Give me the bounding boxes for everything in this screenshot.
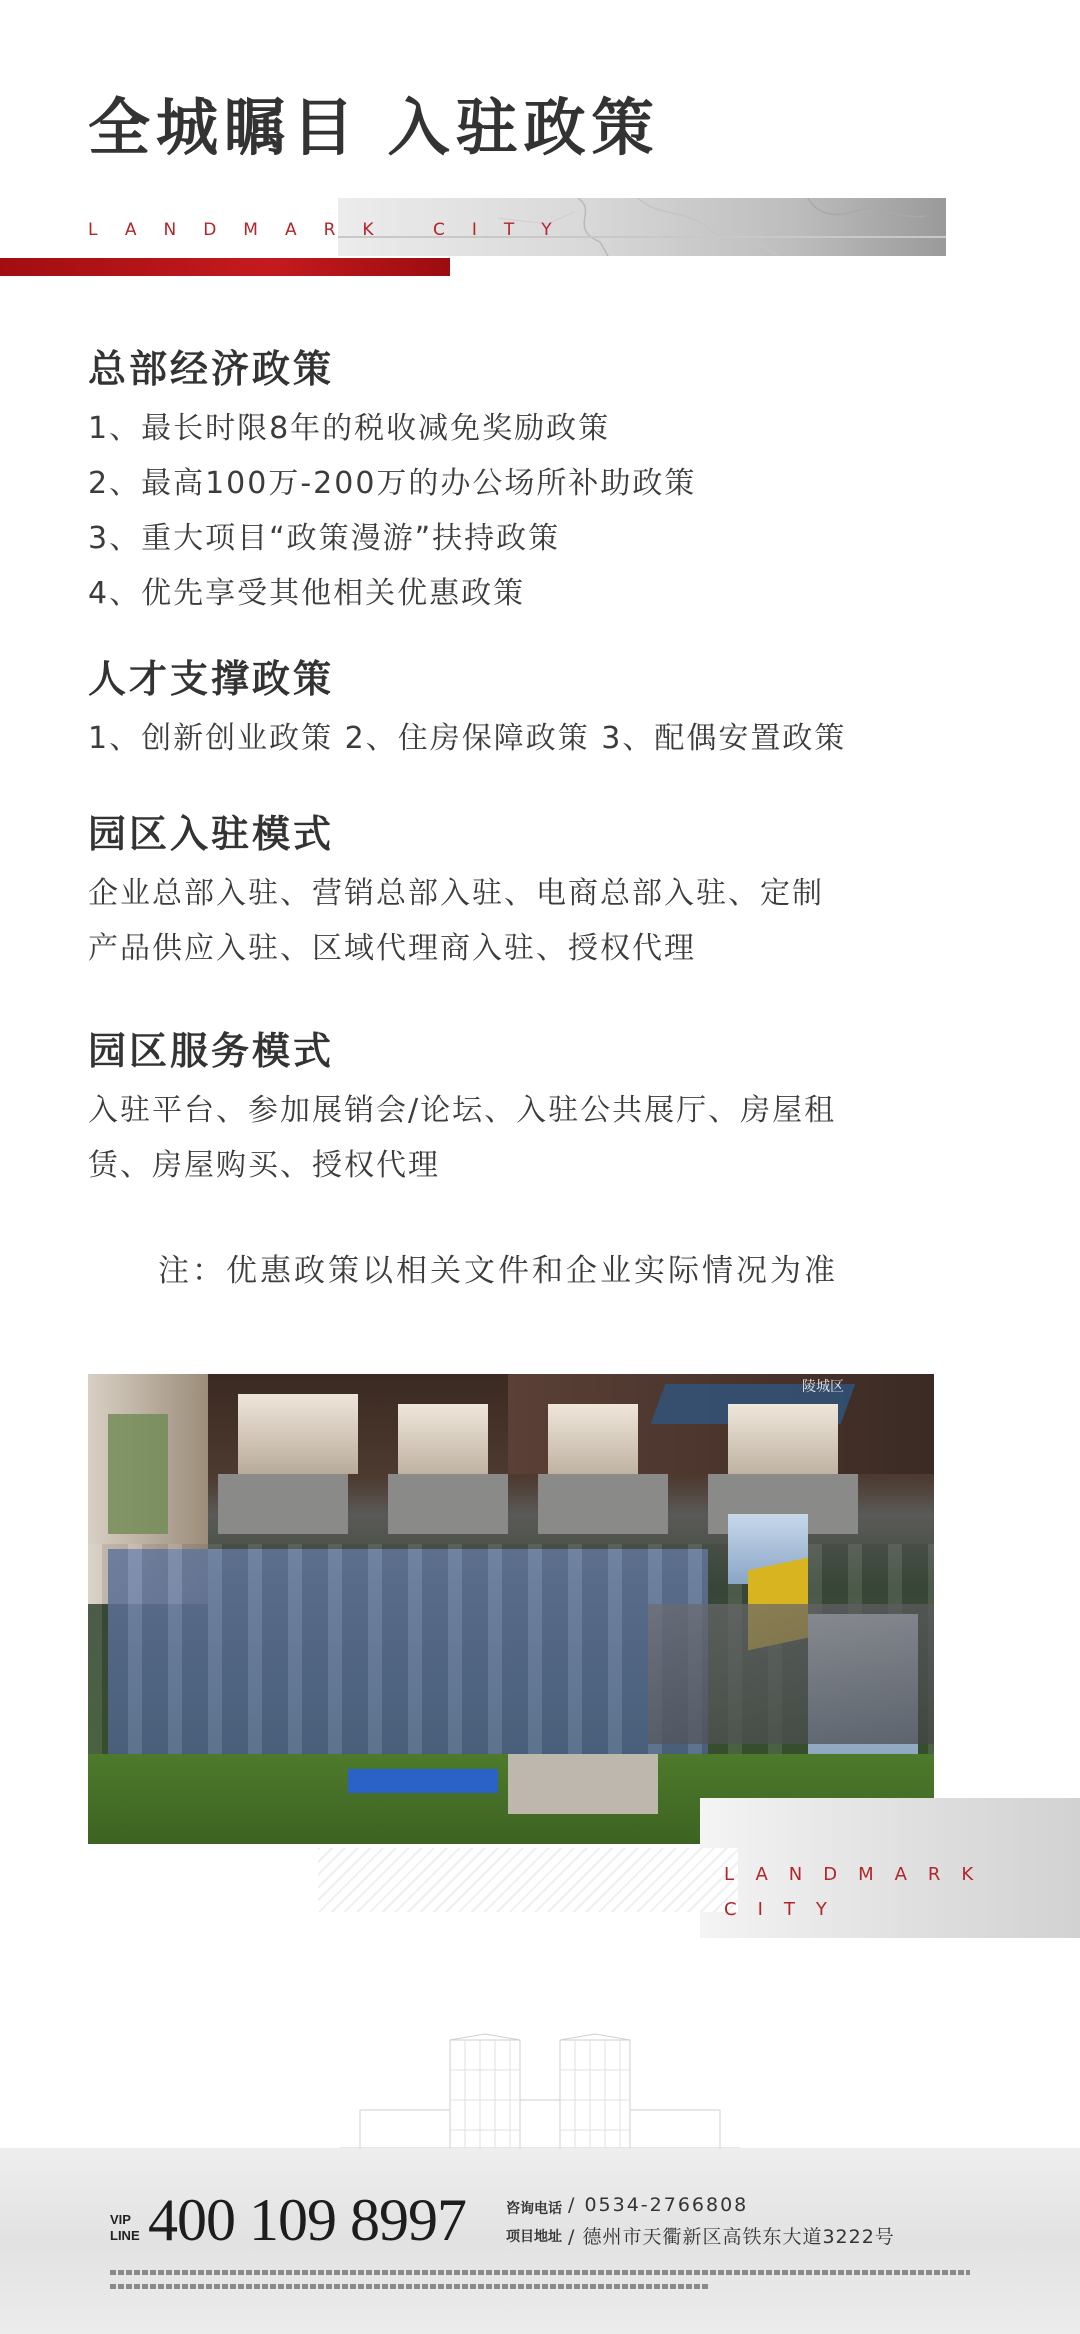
- building-illustration: [340, 2030, 740, 2154]
- policy-line: 入驻平台、参加展销会/论坛、入驻公共展厅、房屋租: [88, 1093, 837, 1128]
- phone-number[interactable]: / 0534-2766808: [568, 2194, 749, 2216]
- address-label: 项目地址: [506, 2229, 562, 2245]
- phone-label: 咨询电话: [506, 2201, 562, 2217]
- vip-line-label: VIP LINE: [110, 2212, 140, 2243]
- hatch-decoration: [318, 1848, 738, 1912]
- sand-table-model-photo: [88, 1374, 934, 1844]
- policy-line: 3、重大项目“政策漫游”扶持政策: [88, 521, 561, 556]
- brand-tagline-city: CITY: [724, 1899, 848, 1920]
- address-value: / 德州市天衢新区高铁东大道3222号: [568, 2226, 895, 2248]
- legal-disclaimer-line-2: [110, 2282, 710, 2289]
- policy-line: 赁、房屋购买、授权代理: [88, 1148, 440, 1183]
- section-heading-talent: 人才支撑政策: [88, 657, 335, 701]
- policy-line: 4、优先享受其他相关优惠政策: [88, 576, 526, 611]
- red-accent-bar: [0, 258, 450, 276]
- policy-line: 产品供应入驻、区域代理商入驻、授权代理: [88, 931, 696, 966]
- policy-line: 2、最高100万-200万的办公场所补助政策: [88, 466, 697, 501]
- policy-line: 1、最长时限8年的税收减免奖励政策: [88, 411, 611, 446]
- policy-note: 注：优惠政策以相关文件和企业实际情况为准: [158, 1253, 838, 1289]
- map-label: 陵城区: [802, 1379, 844, 1395]
- policy-line: 1、创新创业政策 2、住房保障政策 3、配偶安置政策: [88, 721, 847, 756]
- hotline-number[interactable]: 400 109 8997: [148, 2187, 466, 2253]
- section-heading-settlement-mode: 园区入驻模式: [88, 812, 335, 856]
- brand-tagline: LANDMARK CITY: [88, 220, 579, 240]
- policy-line: 企业总部入驻、营销总部入驻、电商总部入驻、定制: [88, 876, 824, 911]
- brand-tagline-landmark: LANDMARK: [724, 1864, 995, 1885]
- legal-disclaimer-line-1: [110, 2268, 970, 2275]
- section-heading-service-mode: 园区服务模式: [88, 1029, 335, 1073]
- page-title: 全城瞩目 入驻政策: [88, 91, 660, 164]
- section-heading-hq-economy: 总部经济政策: [88, 347, 335, 391]
